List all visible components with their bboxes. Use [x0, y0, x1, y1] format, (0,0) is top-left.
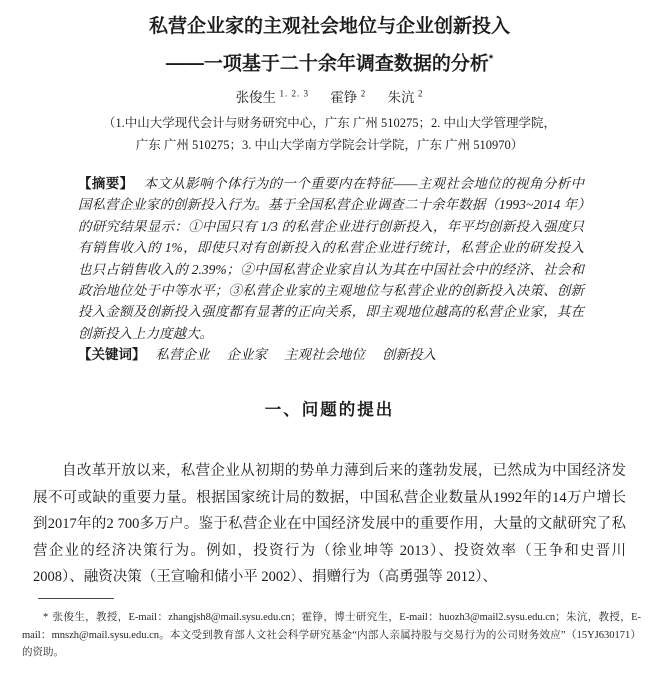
keyword-item: 私营企业: [155, 347, 210, 363]
keyword-item: 主观社会地位: [284, 347, 365, 363]
abstract-text: 本文从影响个体行为的一个重要内在特征——主观社会地位的视角分析中国私营企业家的创新投入行为。基于全国私营企业调查二十余年数据（1993~2014 年）的研究结果显示：①中国只有 1/3 的私营企业进行创新投入，年平均创新投入强度只有销售收入的 1%，即使只对有创新投入的私营企业进行统计，私营企业的研发投入也只占销售收入的 2.39%；②中国私营企业家自认为其在中国社会中的经济、社会和政治地位处于中等水平；③私营企业家的主观地位与私营企业的创新投入决策、创新投入金额及创新投入强度都有显著的正向关系，即主观地位越高的私营企业家，其在创新投入上力度越大。: [78, 176, 584, 341]
author-3-affil-marks: 2: [417, 88, 424, 99]
abstract-block: [78, 173, 584, 366]
paper-title: [0, 10, 659, 80]
section-heading: 一、问题的提出: [264, 400, 395, 419]
author-2: [330, 90, 366, 105]
abstract-label: 【摘要】: [78, 176, 134, 191]
footnote: [22, 609, 641, 662]
affiliation-line2: 广东 广州 510275；3. 中山大学南方学院会计学院，广东 广州 510970）: [135, 138, 524, 152]
author-1-affil-marks: 1. 2. 3: [279, 88, 309, 99]
abstract-paragraph: [78, 173, 584, 344]
affiliation-line1: （1.中山大学现代会计与财务研究中心，广东 广州 510275；2. 中山大学管理学院，: [102, 116, 557, 130]
keyword-item: 企业家: [226, 347, 267, 363]
keywords-line: [78, 344, 584, 365]
paper-title-line2: [0, 43, 659, 80]
author-2-affil-marks: 2: [360, 88, 367, 99]
author-1: [236, 90, 309, 105]
author-1-name: 张俊生: [235, 90, 277, 105]
keyword-item: 创新投入: [382, 347, 436, 363]
author-2-name: 霍铮: [330, 90, 358, 105]
keywords-label: 【关键词】: [78, 347, 146, 363]
paper-title-line1: 私营企业家的主观社会地位与企业创新投入: [148, 16, 510, 37]
title-footnote-marker: *: [488, 53, 494, 65]
author-3-name: 朱沆: [387, 90, 415, 105]
paper-subtitle-text: ——一项基于二十余年调查数据的分析: [165, 53, 489, 75]
body-paragraph: 自改革开放以来，私营企业从初期的势单力薄到后来的蓬勃发展，已然成为中国经济发展不可或缺的重要力量。根据国家统计局的数据，中国私营企业数量从1992年的14万户增长到2017年的2 700多万户。鉴于私营企业在中国经济发展中的重要作用，大量的文献研究了私营企业的经济决策行为。例如，投资行为（徐业坤等 2013）、投资效率（王争和史晋川 2008）、融资决策（王宣喻和储小平 2002）、捐赠行为（高勇强等 2012）、: [33, 463, 626, 586]
footnote-separator: [38, 598, 114, 599]
author-3: [388, 90, 424, 105]
footnote-text: 张俊生，教授，E-mail：zhangjsh8@mail.sysu.edu.cn；霍铮，博士研究生，E-mail：huozh3@mail2.sysu.edu.cn；朱沆，教授，E-mail：mnszh@mail.sysu.edu.cn。本文受到教育部人文社会科学研究基金“内部人亲属持股与交易行为的公司财务效应”（15YJ630171）的资助。: [22, 612, 641, 659]
authors-line: [0, 86, 659, 106]
affiliation: [0, 112, 659, 156]
footnote-marker: *: [43, 612, 49, 623]
